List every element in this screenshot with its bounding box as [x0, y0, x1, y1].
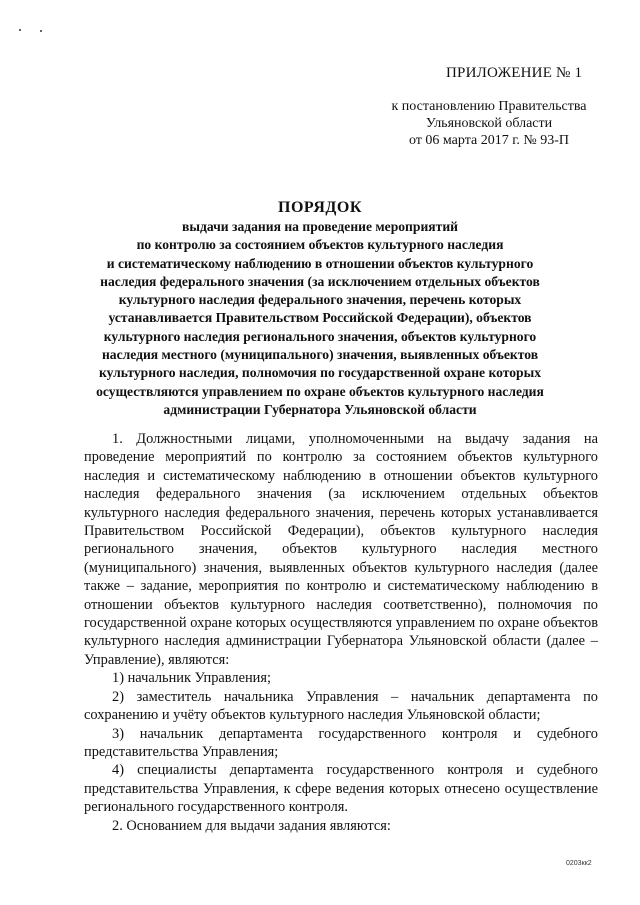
paragraph: 1) начальник Управления; — [112, 670, 271, 687]
footer-code: 0203кк2 — [566, 860, 592, 867]
scan-speck — [40, 30, 42, 32]
paragraph: 1. Должностными лицами, уполномоченными на выдачу задания на проведение мероприятий по контролю за состоянием объектов культурного наследия и систематическому наблюдению в отношении объектов культурного наследия федерального значения (за исключением отдельных объектов культурного наследия федерального значения, перечень которых устанавливается Правительством Российской Федерации), объектов культурного наследия регионального значения, объектов культурного наследия местного (муниципального) значения, выявленных объектов культурного наследия (далее также – задание, мероприятия по контролю и систематическому наблюдению в отношении объектов культурного наследия соответственно), полномочия по государственной охране которых осуществляются управлением по охране объектов культурного наследия администрации Губернатора Ульяновской области (далее – Управление), являются: — [84, 431, 598, 668]
title-subtitle: выдачи задания на проведение мероприятий по контролю за состоянием объектов культурного наследия и систематическому наблюдению в отношении объектов культурного наследия федерального значения (за исключением отдельных объектов культурного наследия федерального значения, перечень которых устанавливается Правительством Российской Федерации), объектов культурного наследия регионального значения, объектов культурного наследия местного (муниципального) значения, выявленных объектов культурного наследия, полномочия по государственной охране которых осуществляются управлением по охране объектов культурного наследия администрации Губернатора Ульяновской области — [96, 219, 544, 417]
decree-reference — [378, 98, 600, 149]
paragraph: 3) начальник департамента государственного контроля и судебного представительства Управления; — [84, 725, 598, 760]
document-title — [70, 198, 570, 419]
scan-speck — [19, 29, 21, 31]
title-main: ПОРЯДОК — [278, 199, 362, 216]
paragraph: 2. Основанием для выдачи задания являются: — [112, 817, 391, 834]
paragraph: 4) специалисты департамента государственного контроля и судебного представительства Управления, к сфере ведения которых отнесено осуществление регионального государственного контроля. — [84, 762, 598, 816]
attachment-number: ПРИЛОЖЕНИЕ № 1 — [446, 65, 583, 81]
document-body — [84, 430, 598, 835]
decree-line: Ульяновской области — [425, 116, 553, 131]
decree-line: от 06 марта 2017 г. № 93-П — [408, 133, 570, 148]
decree-line: к постановлению Правительства — [391, 99, 587, 114]
paragraph: 2) заместитель начальника Управления – начальник департамента по сохранению и учёту объектов культурного наследия Ульяновской области; — [84, 688, 598, 724]
